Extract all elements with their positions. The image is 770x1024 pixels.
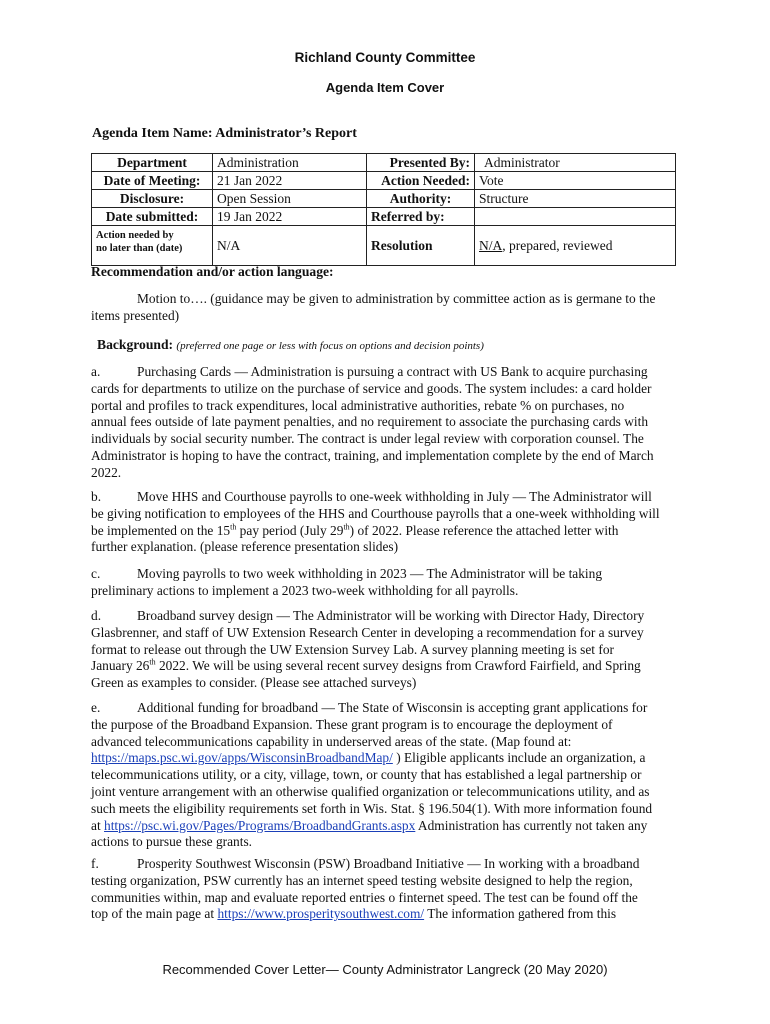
item-d-line-5: Green as examples to consider. (Please see attached surveys) <box>91 675 417 691</box>
item-d-paragraph <box>91 608 681 692</box>
background-note: (preferred one page or less with focus on options and decision points) <box>176 340 484 352</box>
motion-text-1: Motion to…. (guidance may be given to administration by committee action as is germane to the <box>137 291 656 306</box>
item-f-line-4 <box>91 906 681 923</box>
item-d-first-line <box>91 608 681 625</box>
item-e-line-4-rest: ) Eligible applicants include an organization, a <box>392 750 646 766</box>
resolution-na: N/A <box>479 238 503 253</box>
item-e-line-9: actions to pursue these grants. <box>91 834 253 850</box>
item-f-line-2: testing organization, PSW currently has an internet speed testing website designed to help the region, <box>91 872 633 888</box>
item-d-line-4b: 2022. We will be using several recent survey designs from Crawford Fairfield, and Spring <box>155 658 641 674</box>
item-a-line: individuals by social security number. The contract is under legal review with corporation counsel. The <box>91 431 644 447</box>
item-a-line: cards for departments to utilize on the purchase of service and goods. The system includes: a card holder <box>91 380 652 396</box>
authority-label: Authority: <box>367 190 475 208</box>
agenda-item-name: Agenda Item Name: Administrator’s Report <box>92 126 357 141</box>
disclosure-value: Open Session <box>213 190 367 208</box>
item-b-paragraph <box>91 489 681 556</box>
item-b-line-2: be giving notification to employees of the HHS and Courthouse payrolls that a one-week withholding will <box>91 505 660 521</box>
item-e-line-8-rest: Administration has currently not taken any <box>415 817 648 833</box>
item-c-first-line <box>91 566 681 583</box>
item-e-marker: e. <box>91 700 101 715</box>
item-e-line-2: the purpose of the Broadband Expansion. These grant program is to encourage the deployment of <box>91 716 613 732</box>
broadband-map-link[interactable]: https://maps.psc.wi.gov/apps/WisconsinBroadbandMap/ <box>91 750 393 766</box>
motion-line-1 <box>91 291 681 308</box>
referred-by-label: Referred by: <box>367 208 475 226</box>
item-b-line-3c: ) of 2022. Please reference the attached letter with <box>349 522 619 538</box>
item-a-line: annual fees outside of late payment penalties, and no requirement to associate the purchasing cards with <box>91 414 649 430</box>
date-of-meeting-label: Date of Meeting: <box>92 172 213 190</box>
item-d-sup: th <box>149 657 156 667</box>
department-value: Administration <box>213 154 367 172</box>
action-needed-by-label-line1: Action needed by <box>96 230 174 241</box>
item-a-first-line <box>91 364 681 381</box>
item-a-line: portal and profiles to track expenditures, local administrative authorities, rebate % on purchases, no <box>91 397 625 413</box>
item-a-marker: a. <box>91 364 101 379</box>
item-b-line-3a: be implemented on the 15 <box>91 522 231 538</box>
item-e-first-line <box>91 700 681 717</box>
item-e-line-3: advanced telecommunications capability in underserved areas of the state. (Map found at: <box>91 733 572 749</box>
item-d-first: Broadband survey design — The Administrator will be working with Director Hady, Directory <box>137 608 645 623</box>
referred-by-value <box>475 208 676 226</box>
item-f-marker: f. <box>91 856 99 871</box>
motion-line-2: items presented) <box>91 307 180 323</box>
item-c-line-2: preliminary actions to implement a 2023 two-week withholding for all payrolls. <box>91 582 519 598</box>
date-of-meeting-value: 21 Jan 2022 <box>213 172 367 190</box>
item-b-first: Move HHS and Courthouse payrolls to one-week withholding in July — The Administrator will <box>137 489 652 504</box>
background-label: Background: <box>97 337 174 352</box>
resolution-value <box>475 226 676 266</box>
date-submitted-value: 19 Jan 2022 <box>213 208 367 226</box>
item-a-first: Purchasing Cards — Administration is pursuing a contract with US Bank to acquire purchasing <box>137 364 648 379</box>
item-b-line-3 <box>91 523 681 540</box>
item-b-line-3b: pay period (July 29 <box>236 522 344 538</box>
action-needed-by-label-cell <box>92 226 213 266</box>
authority-value: Structure <box>475 190 676 208</box>
page-footer: Recommended Cover Letter— County Administrator Langreck (20 May 2020) <box>162 962 608 977</box>
item-a-line: 2022. <box>91 464 122 480</box>
item-c-marker: c. <box>91 566 101 581</box>
item-b-first-line <box>91 489 681 506</box>
item-b-marker: b. <box>91 489 102 504</box>
item-e-line-4 <box>91 750 681 767</box>
item-f-line-3: communities within, map and evaluate reported entries o finternet speed. The test can be found off the <box>91 889 638 905</box>
item-e-line-8-pre: at <box>91 817 105 833</box>
item-f-line-4-rest: The information gathered from this <box>424 906 617 922</box>
date-submitted-label: Date submitted: <box>92 208 213 226</box>
item-f-first: Prosperity Southwest Wisconsin (PSW) Broadband Initiative — In working with a broadband <box>137 856 640 871</box>
resolution-label: Resolution <box>367 226 475 266</box>
presented-by-value: Administrator <box>475 154 676 172</box>
item-f-first-line <box>91 856 681 873</box>
background-line <box>97 337 687 355</box>
action-needed-value: Vote <box>475 172 676 190</box>
item-e-line-7: such meets the eligibility requirements set forth in Wis. Stat. § 196.504(1). With more information found <box>91 800 653 816</box>
item-d-line-3: format to release out through the UW Extension Survey Lab. A survey planning meeting is set for <box>91 641 614 657</box>
item-c-paragraph <box>91 566 681 600</box>
item-d-line-2: Glasbrenner, and staff of UW Extension Research Center in developing a recommendation for a survey <box>91 624 644 640</box>
committee-title: Richland County Committee <box>294 50 476 65</box>
presented-by-label: Presented By: <box>367 154 475 172</box>
broadband-grants-link[interactable]: https://psc.wi.gov/Pages/Programs/BroadbandGrants.aspx <box>104 817 416 833</box>
item-d-line-4a: January 26 <box>91 658 150 674</box>
cover-title: Agenda Item Cover <box>325 80 445 95</box>
item-b-line-4: further explanation. (please reference presentation slides) <box>91 539 399 555</box>
motion-paragraph <box>91 291 681 325</box>
action-needed-by-value: N/A <box>213 226 367 266</box>
prosperity-southwest-link[interactable]: https://www.prosperitysouthwest.com/ <box>217 906 425 922</box>
action-needed-by-label-line2: no later than (date) <box>96 243 183 254</box>
item-f-paragraph <box>91 856 681 923</box>
department-label: Department <box>92 154 213 172</box>
disclosure-label: Disclosure: <box>92 190 213 208</box>
item-b-sup-2: th <box>343 522 350 532</box>
action-needed-label: Action Needed: <box>367 172 475 190</box>
item-c-first: Moving payrolls to two week withholding in 2023 — The Administrator will be taking <box>137 566 603 581</box>
item-e-paragraph <box>91 700 681 851</box>
item-e-line-6: joint venture arrangement with an otherwise qualified organization or telecommunications utility, and as <box>91 783 650 799</box>
item-e-first: Additional funding for broadband — The State of Wisconsin is accepting grant applications for <box>137 700 648 715</box>
recommendation-heading: Recommendation and/or action language: <box>91 264 334 279</box>
item-f-line-4-pre: top of the main page at <box>91 906 218 922</box>
item-b-sup-1: th <box>230 522 237 532</box>
item-d-marker: d. <box>91 608 102 623</box>
item-e-line-8 <box>91 818 681 835</box>
item-a-line: Administrator is hoping to have the contract, training, and implementation complete by the end of March <box>91 447 654 463</box>
item-a-paragraph <box>91 364 681 482</box>
agenda-meta-table <box>91 153 676 266</box>
resolution-rest: , prepared, reviewed <box>502 238 613 253</box>
item-e-line-5: telecommunications utility, or a city, village, town, or county that has established a legal partnership or <box>91 767 642 783</box>
item-d-line-4 <box>91 658 681 675</box>
